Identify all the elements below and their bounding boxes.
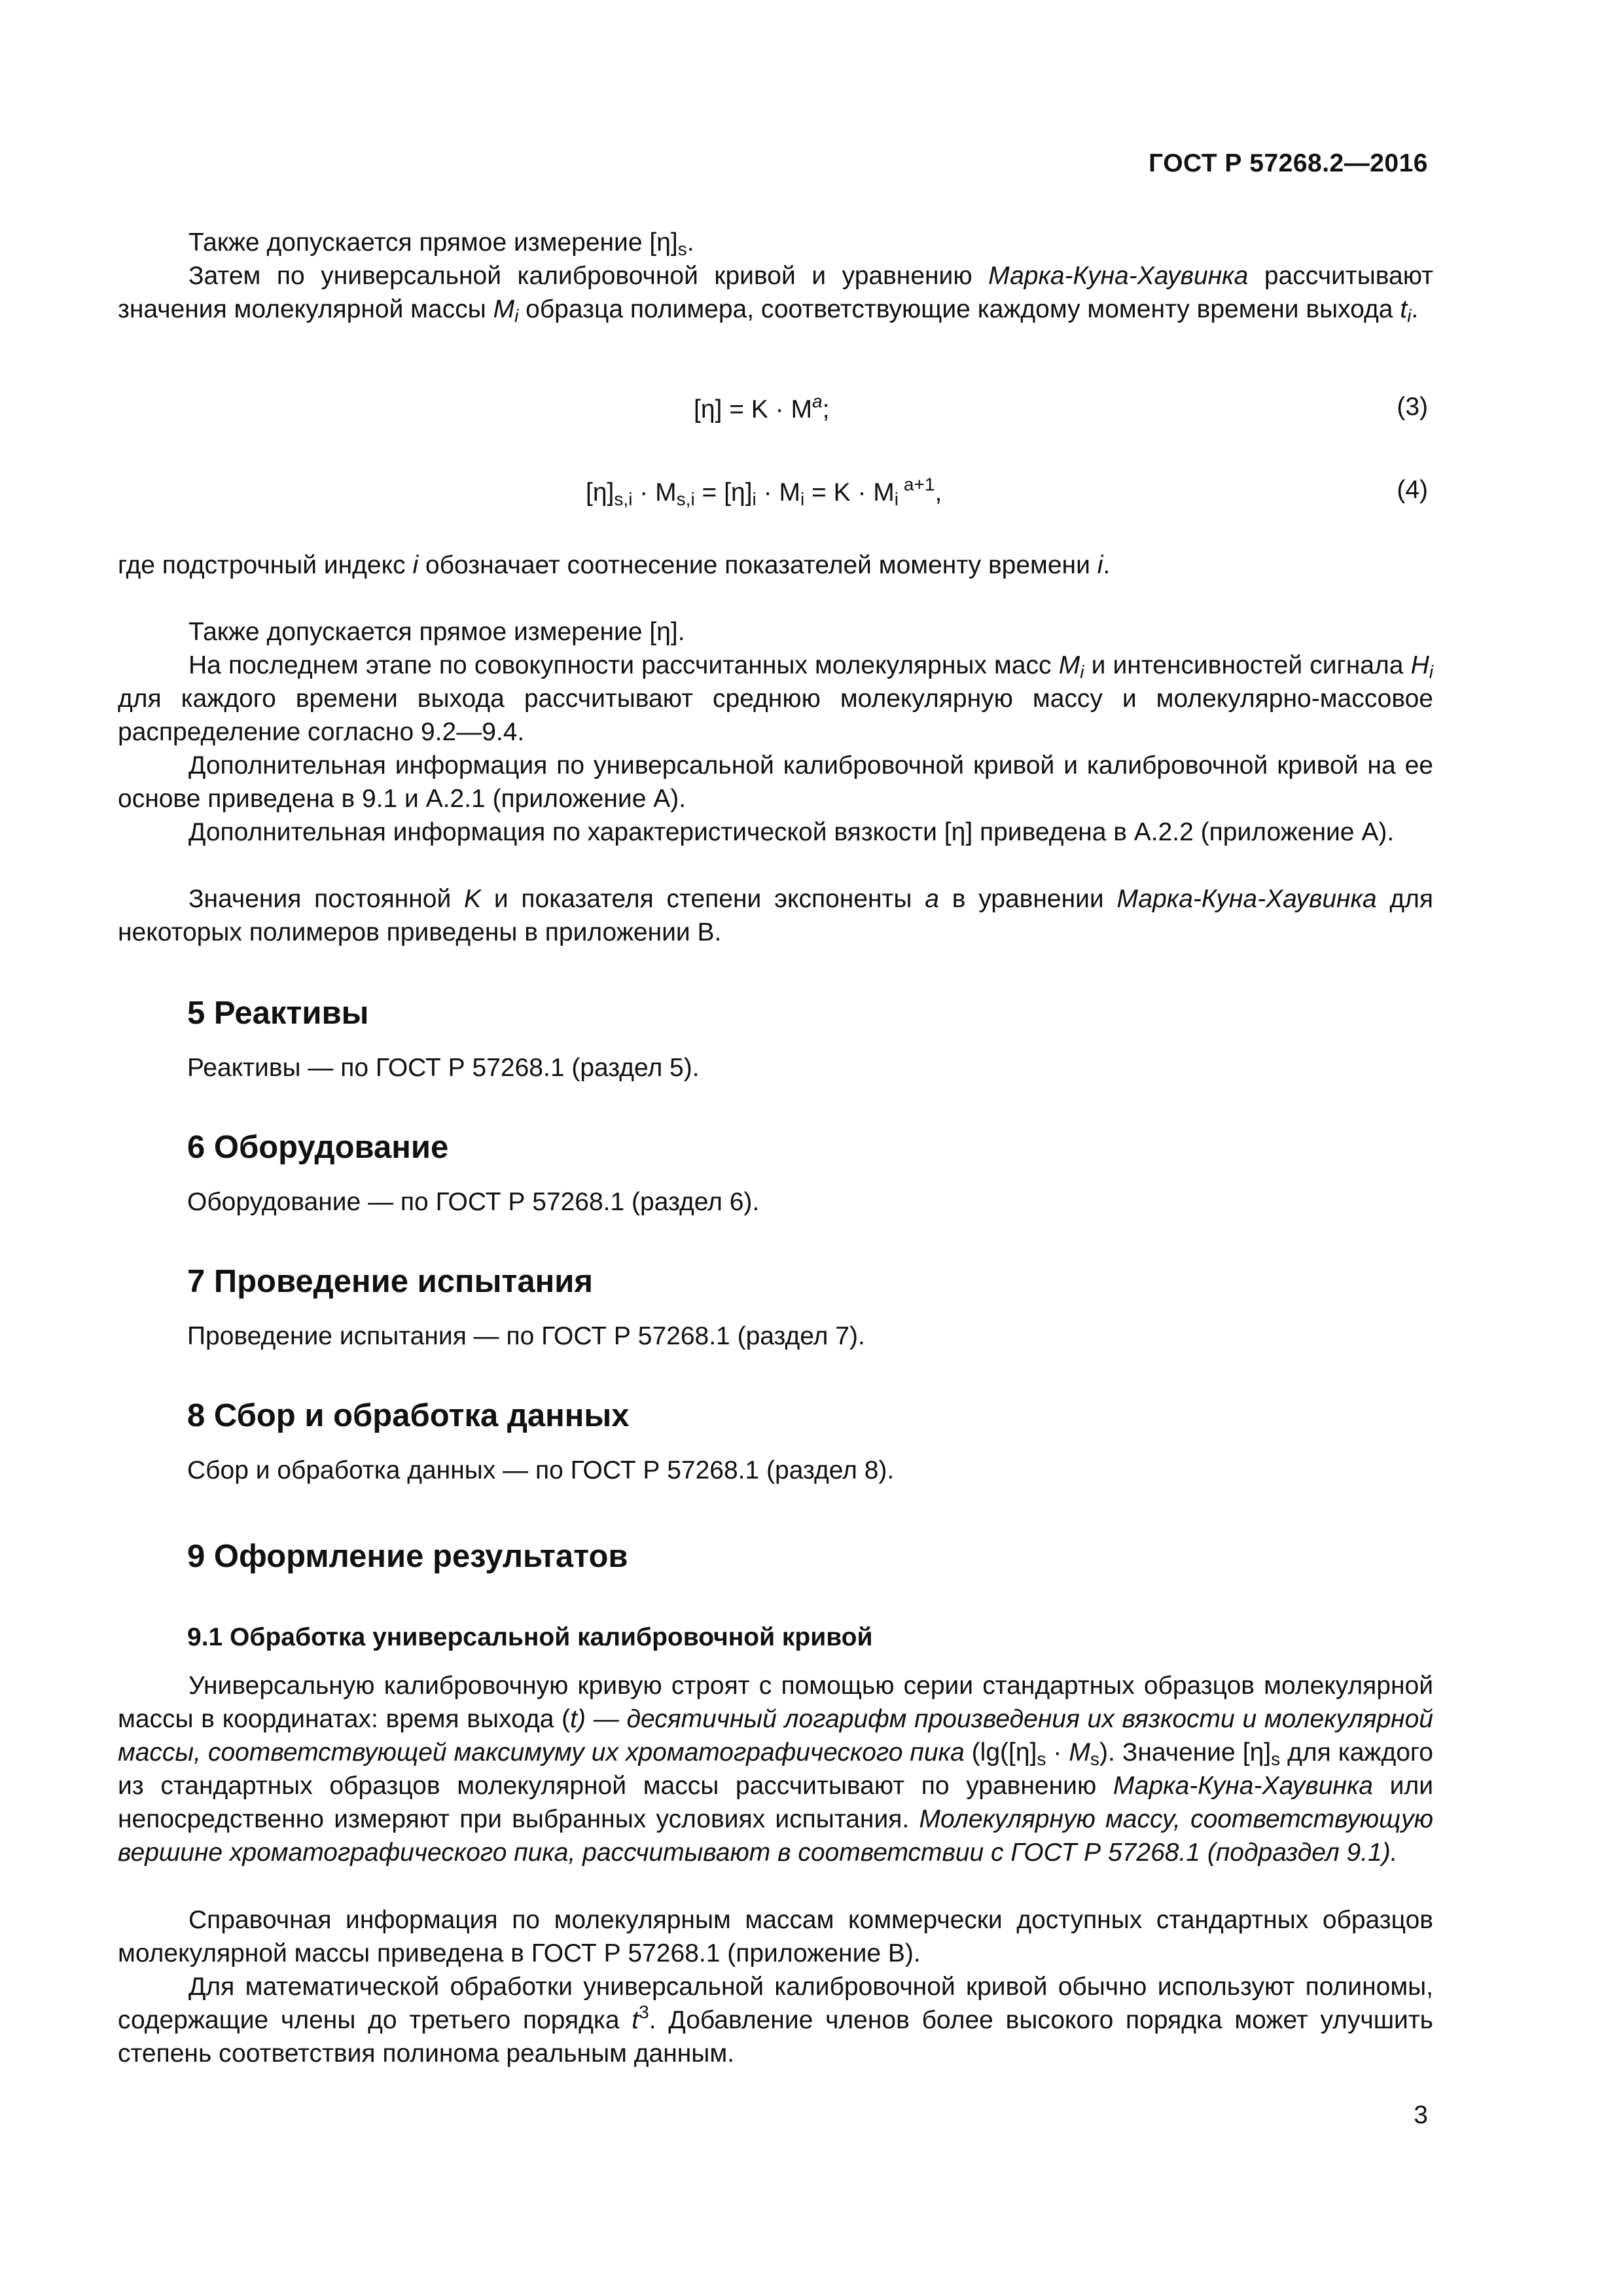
paragraph-reference-info: Справочная информация по молекулярным массам коммерчески доступных стандартных образцов молекулярной массы приведена в ГОСТ Р 57268.1 (приложение В). (118, 1906, 1433, 1967)
paragraph-universal-curve: Универсальную калибровочную кривую строят с помощью серии стандартных образцов молекулярной массы в координатах: время выхода (t) — десятичный логарифм произведения их вязкости и молекулярной массы, соответствующей максимуму их хроматографического пика ($\lg([\eta]_s \cdot M_s)$. Значение $[\eta]_s$ для каждого из стандартных образцов молекулярной массы рассчитывают по уравнению Марка-Куна-Хаувинка или непосредственно измеряют при выбранных условиях испытания. Молекулярную массу, соответствующую вершине хроматографического пика, рассчитывают в соответствии с ГОСТ Р 57268.1 (подраздел 9.1). (118, 1672, 1433, 1867)
section-5-text: Реактивы — по ГОСТ Р 57268.1 (раздел 5). (187, 1054, 700, 1082)
page-number: 3 (1414, 2101, 1428, 2129)
section-6-heading: 6 Оборудование (187, 1130, 449, 1165)
section-7-text: Проведение испытания — по ГОСТ Р 57268.1 (раздел 7). (187, 1322, 865, 1350)
paragraph-constants: Значения постоянной K и показателя степени экспоненты a в уравнении Марка-Куна-Хаувинка для некоторых полимеров приведены в приложении В. (118, 885, 1434, 946)
section-8-text: Сбор и обработка данных — по ГОСТ Р 57268.1 (раздел 8). (187, 1456, 895, 1484)
paragraph-additional-info-calibration: Дополнительная информация по универсальной калибровочной кривой и калибровочной кривой на ее основе приведена в 9.1 и А.2.1 (приложение А). (118, 751, 1433, 813)
section-9-heading: 9 Оформление результатов (187, 1539, 628, 1574)
document-code-header: ГОСТ Р 57268.2—2016 (1149, 149, 1428, 177)
paragraph-calibration-intro: Затем по универсальной калибровочной кривой и уравнению Марка-Куна-Хаувинка рассчитывают значения молекулярной массы $M_i$ образца полимера, соответствующие каждому моменту времени выхода $t_i$. (118, 262, 1433, 327)
section-8-heading: 8 Сбор и обработка данных (187, 1398, 630, 1433)
section-7-heading: 7 Проведение испытания (187, 1264, 593, 1299)
equation-4-number: (4) (1397, 476, 1428, 504)
paragraph-where-clause: где подстрочный индекс i обозначает соотнесение показателей моменту времени i. (118, 551, 1111, 579)
section-5-heading: 5 Реактивы (187, 996, 369, 1031)
paragraph-direct-measurement: Также допускается прямое измерение [η]. (188, 618, 685, 646)
subsection-9-1-heading: 9.1 Обработка универсальной калибровочной кривой (187, 1623, 873, 1651)
paragraph-direct-measurement-s: Также допускается прямое измерение $[\eta]_s$. (188, 228, 694, 260)
equation-4: $[\eta]_{s,i} \cdot M_{s,i} = [\eta]_i \cdot M_i = K \cdot M_i$ $^{a+1}$, (586, 474, 942, 510)
equation-3-number: (3) (1397, 393, 1428, 421)
equation-3: $[\eta] = K \cdot M^a$; (694, 391, 830, 423)
paragraph-final-stage: На последнем этапе по совокупности рассчитанных молекулярных масс $M_i$ и интенсивностей сигнала $H_i$ для каждого времени выхода рассчитывают среднюю молекулярную массу и молекулярно-массовое распределение согласно 9.2—9.4. (118, 651, 1433, 746)
paragraph-polynomial: Для математической обработки универсальной калибровочной кривой обычно используют полиномы, содержащие члены до третьего порядка $t^3$. Добавление членов более высокого порядка может улучшить степень соответствия полинома реальным данным. (118, 1973, 1433, 2068)
section-6-text: Оборудование — по ГОСТ Р 57268.1 (раздел 6). (187, 1188, 760, 1216)
paragraph-additional-info-viscosity: Дополнительная информация по характеристической вязкости [η] приведена в А.2.2 (приложение А). (188, 818, 1395, 846)
